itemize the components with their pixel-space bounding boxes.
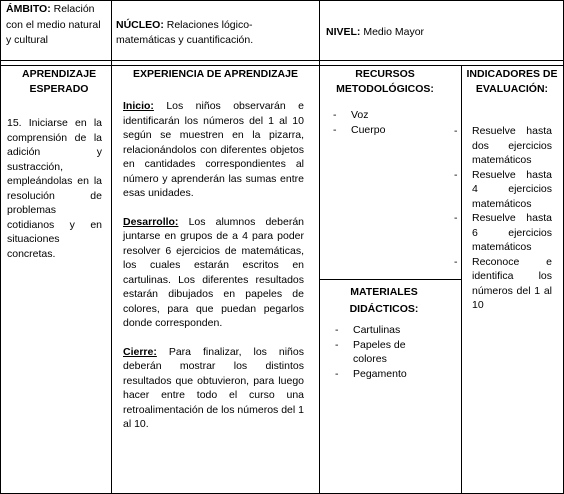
ambito-label: ÁMBITO: — [6, 3, 51, 15]
nivel-value: Medio Mayor — [360, 26, 425, 38]
col-header-experiencia: EXPERIENCIA DE APRENDIZAJE — [133, 68, 298, 80]
materiales-item: - Pegamento — [333, 367, 453, 382]
nucleo-label: NÚCLEO: — [116, 19, 164, 31]
header-divider-2 — [0, 65, 564, 66]
nivel-label: NIVEL: — [326, 26, 361, 38]
col-header-aprendizaje: APRENDIZAJE ESPERADO — [22, 68, 97, 95]
desarrollo-label: Desarrollo: — [123, 215, 179, 228]
recursos-item: - Voz — [331, 108, 451, 123]
indicador-item: - Resuelve hasta 4 ejercicios matemáticos — [452, 168, 552, 212]
materiales-title: MATERIALES DIDÁCTICOS: — [349, 286, 419, 315]
inicio-text: Los niños observarán e identificarán los números del 1 al 10 según se muestren en la pizarra, relacionándolos con diferentes objetos en cantidades correspondientes al número y aprenderán las sumas entre esas unidades. — [123, 100, 304, 199]
border-top — [0, 0, 564, 1]
col-header-recursos: RECURSOS METODOLÓGICOS: — [336, 68, 434, 95]
desarrollo-paragraph — [123, 215, 304, 331]
cierre-paragraph — [123, 345, 304, 432]
nivel-cell — [326, 26, 546, 38]
indicador-item: - Resuelve hasta 6 ejercicios matemáticos — [452, 211, 552, 255]
desarrollo-text: Los alumnos deberán juntarse en grupos de a 4 para poder resolver 6 ejercicios de matemáticas, los cuales estarán escritos en cartulinas. Los diferentes resultados estarán dibujados en papeles de colores, para que puedan pegarlos donde corresponden. — [123, 215, 304, 329]
nucleo-cell — [116, 18, 291, 48]
border-left — [0, 0, 1, 494]
recursos-list — [331, 108, 451, 137]
ambito-cell — [6, 2, 108, 49]
recursos-divider — [319, 279, 461, 280]
header-divider — [0, 60, 564, 61]
indicador-item: - Reconoce e identifica los números del 1 al 10 — [452, 255, 552, 313]
recursos-item: - Cuerpo — [331, 123, 451, 138]
aprendizaje-text: 15. Iniciarse en la comprensión de la adición y sustracción, empleándolas en la resolución de problemas cotidianos y en situaciones concretas. — [7, 117, 102, 260]
cierre-label: Cierre: — [123, 345, 157, 358]
materiales-list — [333, 323, 453, 381]
materiales-item: - Cartulinas — [333, 323, 453, 338]
indicadores-list — [452, 124, 552, 313]
inicio-label: Inicio: — [123, 100, 154, 112]
experiencia-block — [123, 99, 304, 432]
indicador-item: - Resuelve hasta dos ejercicios matemáticos — [452, 124, 552, 168]
col-header-indicadores: INDICADORES DE EVALUACIÓN: — [466, 68, 558, 95]
nucleo-value: Relaciones lógico-matemáticas y cuantificación. — [116, 19, 254, 46]
ambito-value: Relación con el medio natural y cultural — [6, 3, 101, 46]
cierre-text: Para finalizar, los niños deberán mostrar los distintos resultados que obtuvieron, para luego hacer entre todo el curso una retroalimentación de los números del 1 al 10. — [123, 345, 304, 430]
inicio-paragraph — [123, 99, 304, 201]
col-divider-2 — [319, 0, 320, 494]
materiales-item: - Papeles de colores — [333, 338, 413, 367]
